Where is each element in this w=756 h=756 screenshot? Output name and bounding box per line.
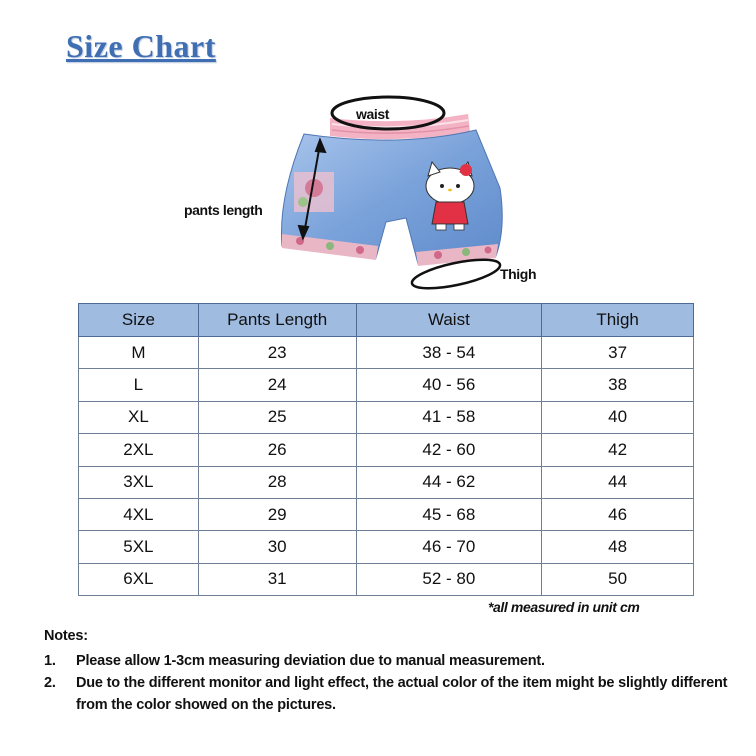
list-item [44,672,734,716]
note-text: Please allow 1-3cm measuring deviation due to manual measurement. [76,653,545,669]
thigh-label: Thigh [500,266,537,282]
cell-waist: 41 - 58 [356,401,542,433]
cell-waist: 38 - 54 [356,337,542,369]
cell-waist: 44 - 62 [356,466,542,498]
list-item [44,650,734,672]
unit-note: *all measured in unit cm [488,599,640,615]
waist-label: waist [356,106,390,122]
size-table [78,303,694,596]
cell-waist: 45 - 68 [356,498,542,530]
table-row [79,401,694,433]
cell-thigh: 50 [542,563,694,595]
table-row [79,369,694,401]
cell-size: XL [79,401,199,433]
cell-pants-length: 26 [198,434,356,466]
page-title: Size Chart [66,28,216,64]
cell-size: 5XL [79,531,199,563]
cell-waist: 40 - 56 [356,369,542,401]
notes-section [44,628,734,716]
cell-thigh: 44 [542,466,694,498]
cell-size: 3XL [79,466,199,498]
cell-size: 6XL [79,563,199,595]
table-row [79,498,694,530]
cell-waist: 52 - 80 [356,563,542,595]
cell-pants-length: 23 [198,337,356,369]
cell-size: 4XL [79,498,199,530]
cell-thigh: 37 [542,337,694,369]
table-row [79,466,694,498]
note-number: 2. [44,675,56,691]
notes-title: Notes: [44,628,88,644]
header-waist: Waist [356,304,542,337]
table-row [79,531,694,563]
header-size: Size [79,304,199,337]
header-pants-length: Pants Length [198,304,356,337]
cell-thigh: 48 [542,531,694,563]
table-row [79,563,694,595]
cell-thigh: 42 [542,434,694,466]
table-header-row [79,304,694,337]
cell-pants-length: 28 [198,466,356,498]
cell-pants-length: 25 [198,401,356,433]
cell-waist: 42 - 60 [356,434,542,466]
note-number: 1. [44,653,56,669]
cell-size: 2XL [79,434,199,466]
cell-thigh: 38 [542,369,694,401]
cell-thigh: 40 [542,401,694,433]
note-text: Due to the different monitor and light effect, the actual color of the item might be slightly different from the color showed on the pictures. [76,675,728,713]
cell-pants-length: 30 [198,531,356,563]
cell-waist: 46 - 70 [356,531,542,563]
notes-list [44,650,734,716]
kitty-patch-icon [426,162,474,230]
table-row [79,434,694,466]
cell-thigh: 46 [542,498,694,530]
cell-size: L [79,369,199,401]
header-thigh: Thigh [542,304,694,337]
pants-length-label: pants length [184,202,263,218]
cell-size: M [79,337,199,369]
cell-pants-length: 29 [198,498,356,530]
cell-pants-length: 24 [198,369,356,401]
table-row [79,337,694,369]
cell-pants-length: 31 [198,563,356,595]
